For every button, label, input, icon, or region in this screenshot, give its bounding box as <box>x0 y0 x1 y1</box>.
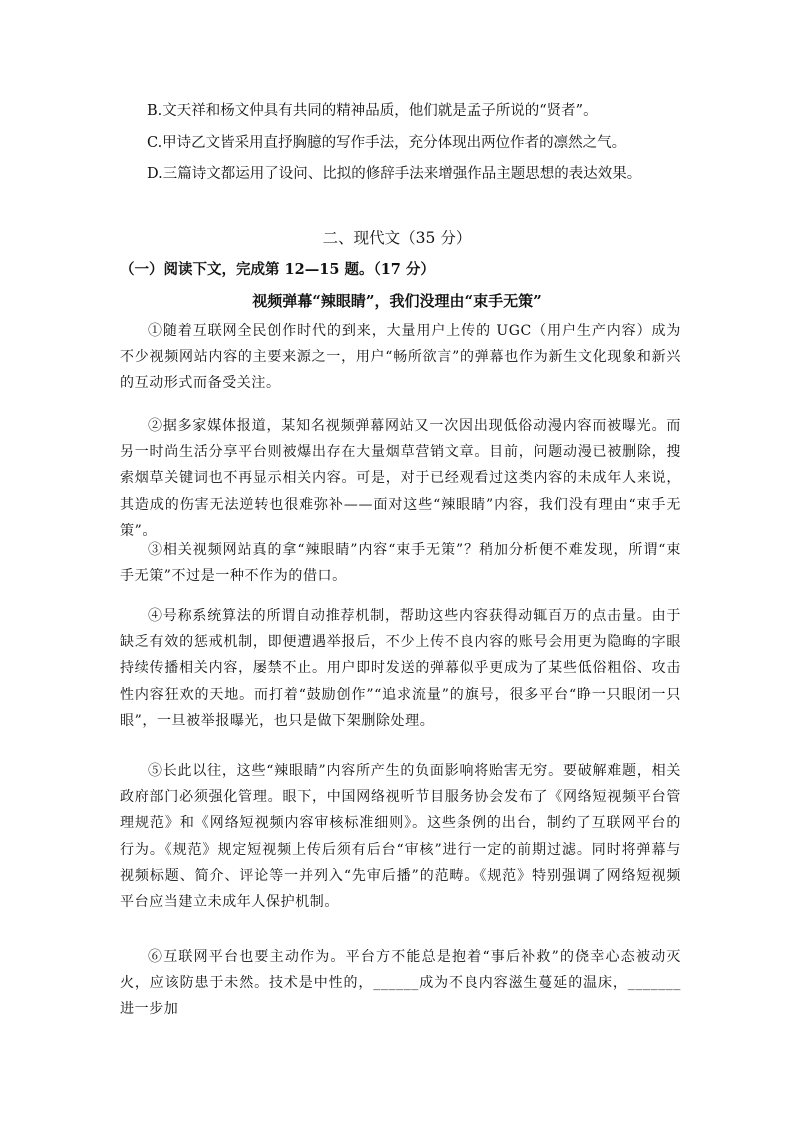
article-title: 视频弹幕“辣眼睛”，我们没理由“束手无策” <box>252 292 542 310</box>
section-title: 二、现代文（35 分） <box>322 229 472 247</box>
paragraph-6: ⑥互联网平台也要主动作为。平台方不能总是抱着“事后补救”的侥幸心态被动灭火，应该防患于未然。技术是中性的，______成为不良内容滋生蔓延的温床，_______进一步加 <box>120 949 681 1018</box>
option-c: C.甲诗乙文皆采用直抒胸臆的写作手法，充分体现出两位作者的凛然之气。 <box>147 135 627 151</box>
paragraph-3: ③相关视频网站真的拿“辣眼睛”内容“束手无策”？稍加分析便不难发现，所谓“束手无策”不过是一种不作为的借口。 <box>120 542 681 585</box>
option-d: D.三篇诗文都运用了设问、比拟的修辞手法来增强作品主题思想的表达效果。 <box>147 166 642 182</box>
option-b: B.文天祥和杨文仲具有共同的精神品质，他们就是孟子所说的“贤者”。 <box>147 103 598 119</box>
paragraph-5: ⑤长此以往，这些“辣眼睛”内容所产生的负面影响将贻害无穷。要破解难题，相关政府部门必须强化管理。眼下，中国网络视听节目服务协会发布了《网络短视频平台管理规范》和《网络短视频内容审核标准细则》。这些条例的出台，制约了互联网平台的行为。《规范》规定短视频上传后须有后台“审核”进行一定的前期过滤。同时将弹幕与视频标题、简介、评论等一并列入“先审后播”的范畴。《规范》特别强调了网络短视频平台应当建立未成年人保护机制。 <box>120 763 681 911</box>
reading-instruction: （一）阅读下文，完成第 12—15 题。（17 分） <box>120 261 435 278</box>
paragraph-4: ④号称系统算法的所谓自动推荐机制，帮助这些内容获得动辄百万的点击量。由于缺乏有效的惩戒机制，即便遭遇举报后，不少上传不良内容的账号会用更为隐晦的字眼持续传播相关内容，屡禁不止。用户即时发送的弹幕似乎更成为了某些低俗粗俗、攻击性内容狂欢的天地。而打着“鼓励创作”“追求流量”的旗号，很多平台“睁一只眼闭一只眼”，一旦被举报曝光，也只是做下架删除处理。 <box>120 608 681 729</box>
paragraph-2: ②据多家媒体报道，某知名视频弹幕网站又一次因出现低俗动漫内容而被曝光。而另一时尚生活分享平台则被爆出存在大量烟草营销文章。目前，问题动漫已被删除，搜索烟草关键词也不再显示相关内容。可是，对于已经观看过这类内容的未成年人来说，其造成的伤害无法逆转也很难弥补——面对这些“辣眼睛”内容，我们没有理由“束手无策”。 <box>120 418 681 539</box>
paragraph-1: ①随着互联网全民创作时代的到来，大量用户上传的 UGC（用户生产内容）成为不少视频网站内容的主要来源之一，用户“畅所欲言”的弹幕也作为新生文化现象和新兴的互动形式而备受关注。 <box>120 323 681 392</box>
